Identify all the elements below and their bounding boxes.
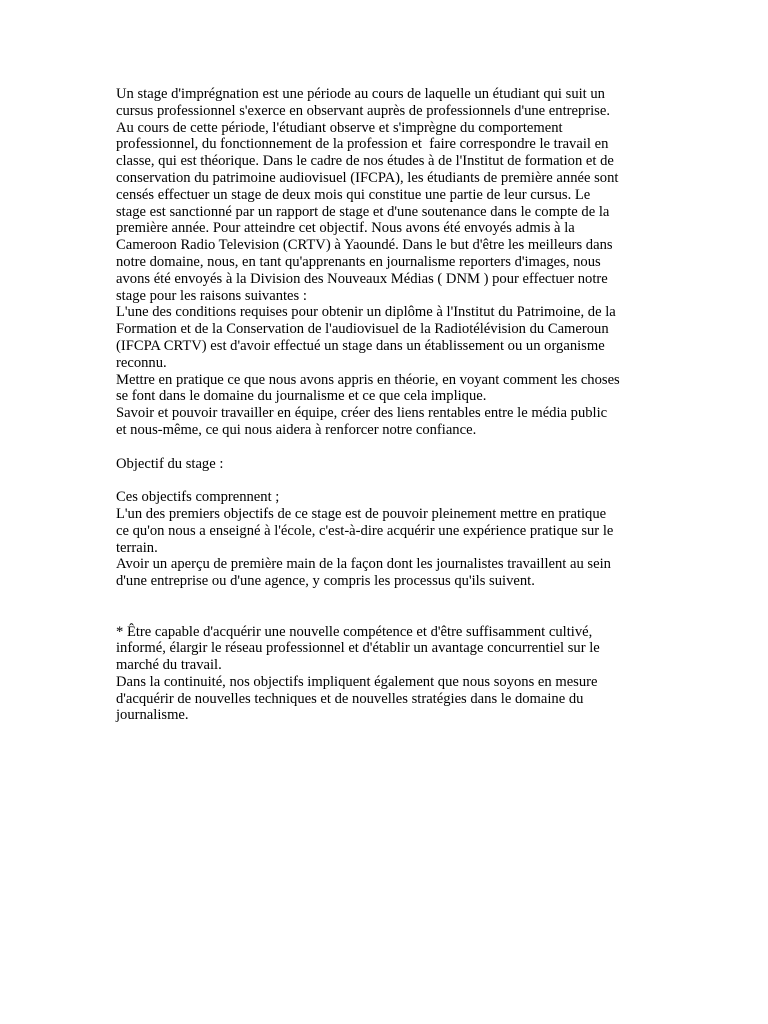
conclusion-paragraph xyxy=(116,624,656,725)
intro-paragraph xyxy=(116,86,656,439)
text-line: * Être capable d'acquérir une nouvelle compétence et d'être suffisamment cultivé, xyxy=(116,623,593,640)
blank-line xyxy=(116,439,656,456)
text-line: se font dans le domaine du journalisme et ce que cela implique. xyxy=(116,388,487,405)
text-line: d'acquérir de nouvelles techniques et de nouvelles stratégies dans le domaine du xyxy=(116,690,584,707)
text-line: conservation du patrimoine audiovisuel (IFCPA), les étudiants de première année sont xyxy=(116,169,619,186)
text-line: (IFCPA CRTV) est d'avoir effectué un stage dans un établissement ou un organisme xyxy=(116,337,605,354)
text-line: censés effectuer un stage de deux mois qui constitue une partie de leur cursus. Le xyxy=(116,186,591,203)
text-line: L'un des premiers objectifs de ce stage est de pouvoir pleinement mettre en pratique xyxy=(116,505,607,522)
text-line: stage est sanctionné par un rapport de stage et d'une soutenance dans le compte de la xyxy=(116,203,610,220)
section-heading: Objectif du stage : xyxy=(116,455,224,472)
text-line: d'une entreprise ou d'une agence, y compris les processus qu'ils suivent. xyxy=(116,573,535,590)
text-line: Avoir un aperçu de première main de la façon dont les journalistes travaillent au sein xyxy=(116,556,611,573)
text-line: journalisme. xyxy=(116,707,189,724)
text-line: ce qu'on nous a enseigné à l'école, c'est-à-dire acquérir une expérience pratique sur le xyxy=(116,522,614,539)
text-line: Mettre en pratique ce que nous avons appris en théorie, en voyant comment les choses xyxy=(116,371,620,388)
text-line: reconnu. xyxy=(116,354,167,371)
text-line: Formation et de la Conservation de l'audiovisuel de la Radiotélévision du Cameroun xyxy=(116,321,609,338)
text-line: avons été envoyés à la Division des Nouveaux Médias ( DNM ) pour effectuer notre xyxy=(116,270,608,287)
text-line: Au cours de cette période, l'étudiant observe et s'imprègne du comportement xyxy=(116,119,563,136)
text-line: classe, qui est théorique. Dans le cadre de nos études à de l'Institut de formation et de xyxy=(116,153,614,170)
blank-line xyxy=(116,607,656,624)
text-line: notre domaine, nous, en tant qu'apprenants en journalisme reporters d'images, nous xyxy=(116,253,601,270)
text-line: L'une des conditions requises pour obtenir un diplôme à l'Institut du Patrimoine, de la xyxy=(116,304,616,321)
text-line: première année. Pour atteindre cet objectif. Nous avons été envoyés admis à la xyxy=(116,220,575,237)
text-line: marché du travail. xyxy=(116,657,222,674)
blank-line xyxy=(116,590,656,607)
text-line: Ces objectifs comprennent ; xyxy=(116,489,280,506)
objectives-paragraph xyxy=(116,489,656,590)
text-line: cursus professionnel s'exerce en observant auprès de professionnels d'une entreprise. xyxy=(116,102,610,119)
text-line: Un stage d'imprégnation est une période au cours de laquelle un étudiant qui suit un xyxy=(116,86,605,102)
text-line: stage pour les raisons suivantes : xyxy=(116,287,307,304)
text-line: terrain. xyxy=(116,539,158,556)
text-line: Savoir et pouvoir travailler en équipe, créer des liens rentables entre le média public xyxy=(116,405,608,422)
blank-line xyxy=(116,472,656,489)
text-line: Dans la continuité, nos objectifs impliquent également que nous soyons en mesure xyxy=(116,673,598,690)
text-line: Cameroon Radio Television (CRTV) à Yaoundé. Dans le but d'être les meilleurs dans xyxy=(116,237,613,254)
document-page xyxy=(116,86,656,724)
text-line: professionnel, du fonctionnement de la profession et faire correspondre le travail en xyxy=(116,136,609,153)
text-line: et nous-même, ce qui nous aidera à renforcer notre confiance. xyxy=(116,421,477,438)
text-line: informé, élargir le réseau professionnel et d'établir un avantage concurrentiel sur le xyxy=(116,640,600,657)
